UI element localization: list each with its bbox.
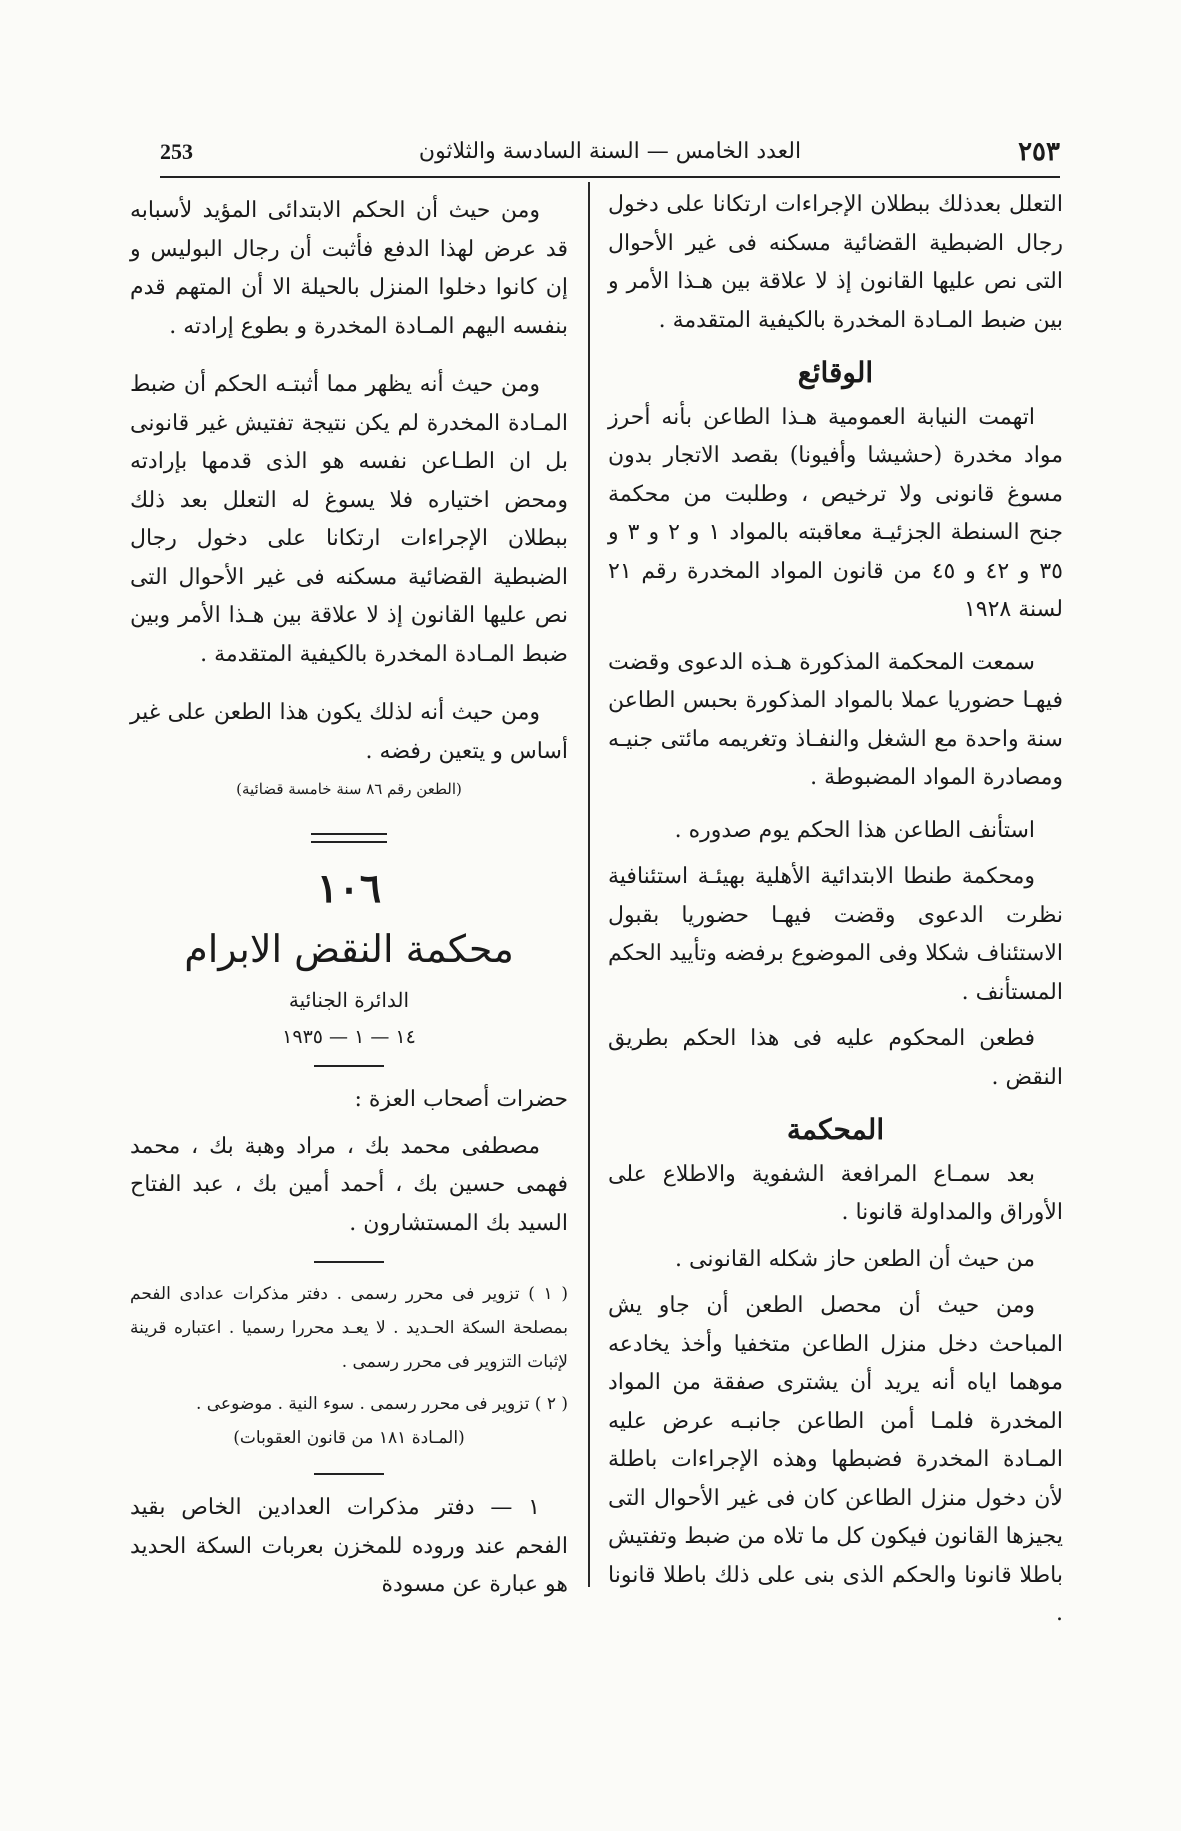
running-header: [160, 135, 1060, 175]
right-column: [608, 186, 1063, 1634]
facts-paragraph-4: ومحكمة طنطا الابتدائية الأهلية بهيئـة استئنافية نظرت الدعوى وقضت فيهـا حضوريا بقبول الاستئناف شكلا وفى الموضوع برفضه وتأييد الحكم المستأنف .: [608, 864, 1063, 1005]
header-rule: [160, 176, 1060, 178]
judges-list: مصطفى محمد بك ، مراد وهبة بك ، محمد فهمى حسين بك ، أحمد أمين بك ، عبد الفتاح السيد بك المستشارون .: [130, 1133, 568, 1236]
facts-paragraph-1: اتهمت النيابة العمومية هـذا الطاعن بأنه أحرز مواد مخدرة (حشيشا وأفيونا) بقصد الاتجار بدون مسوغ قانونى ولا ترخيص ، وطلبت من محكمة جنح السنطة الجزئيـة معاقبته بالمواد ١ و ٢ و ٣ و ٣٥ و ٤٢ و ٤٥ من قانون المواد المخدرة رقم ٢١ لسنة ١٩٢٨: [608, 404, 1063, 622]
page-number-arabic: ٢٥٣: [1018, 137, 1060, 167]
continuation-paragraph: التعلل بعدذلك ببطلان الإجراءات ارتكانا على دخول رجال الضبطية القضائية مسكنه فى غير الأحوال التى نص عليها القانون إذ لا علاقة بين هـذا الأمر و بين ضبط المـادة المخدرة بالكيفية المتقدمة .: [608, 192, 1063, 333]
principle-1: ١ — دفتر مذكرات العدادين الخاص بقيد الفحم عند وروده للمخزن بعربات السكة الحديد هو عبارة عن مسودة: [130, 1495, 568, 1597]
page-number-latin: 253: [160, 139, 193, 164]
headnote-2: ( ٢ ) تزوير فى محرر رسمى . سوء النية . موضوعى .: [195, 1394, 568, 1414]
facts-paragraph-3: استأنف الطاعن هذا الحكم يوم صدوره .: [674, 817, 1035, 843]
principles-rule: [314, 1473, 384, 1475]
left-column: [130, 192, 568, 1605]
case-number: ١٠٦: [316, 865, 382, 912]
left-paragraph-1: ومن حيث أن الحكم الابتدائى المؤيد لأسبابه قد عرض لهذا الدفع فأثبت أن رجال البوليس و إن كانوا دخلوا المنزل بالحيلة الا أن المتهم قدم بنفسه اليهم المـادة المخدرة و بطوع إرادته .: [130, 198, 568, 339]
court-name: محكمة النقض الابرام: [184, 927, 514, 971]
present-label: حضرات أصحاب العزة :: [354, 1087, 568, 1112]
court-paragraph-1: بعد سمـاع المرافعة الشفوية والاطلاع على الأوراق والمداولة قانونا .: [608, 1161, 1063, 1225]
court-paragraph-2: من حيث أن الطعن حاز شكله القانونى .: [675, 1246, 1035, 1272]
appeal-citation: (الطعن رقم ٨٦ سنة خامسة قضائية): [236, 780, 462, 798]
facts-paragraph-2: سمعت المحكمة المذكورة هـذه الدعوى وقضت فيهـا حضوريا عملا بالمواد المذكورة بحبس الطاعن سنة واحدة مع الشغل والنفـاذ وتغريمه مائتى جنيـه ومصادرة المواد المضبوطة .: [608, 649, 1063, 790]
court-paragraph-3: ومن حيث أن محصل الطعن أن جاو يش المباحث دخل منزل الطاعن متخفيا وأخذ يخادعه موهما اياه أنه يريد أن يشترى صفقة من المواد المخدرة فلمـا أمن الطاعن جانبـه عرض عليه المـادة المخدرة فضبطها وهذه الإجراءات باطلة لأن دخول منزل الطاعن كان فى غير الأحوال التى يجيزها القانون فيكون كل ما تلاه من ضبط وتفتيش باطلا قانونا والحكم الذى بنى على ذلك باطلا قانونا .: [608, 1293, 1063, 1626]
judgment-date: ١٤ — ١ — ١٩٣٥: [282, 1026, 416, 1048]
headnote-2-reference: (المـادة ١٨١ من قانون العقوبات): [233, 1428, 465, 1448]
journal-issue-title: العدد الخامس — السنة السادسة والثلاثون: [418, 139, 802, 164]
facts-heading: الوقائع: [797, 356, 874, 389]
headnote-1: ( ١ ) تزوير فى محرر رسمى . دفتر مذكرات عدادى الفحم بمصلحة السكة الحـديد . لا يعـد محررا رسميا . اعتباره قرينة لإثبات التزوير فى محرر رسمى .: [130, 1284, 568, 1372]
date-rule: [314, 1065, 384, 1067]
section-separator: [311, 833, 387, 843]
headnotes: [130, 1277, 568, 1455]
column-divider: [588, 182, 590, 1587]
court-heading: المحكمة: [786, 1113, 885, 1146]
circuit-name: الدائرة الجنائية: [288, 988, 410, 1012]
notes-rule: [314, 1261, 384, 1263]
facts-paragraph-5: فطعن المحكوم عليه فى هذا الحكم بطريق النقض .: [608, 1026, 1063, 1090]
left-paragraph-3: ومن حيث أنه لذلك يكون هذا الطعن على غير أساس و يتعين رفضه .: [130, 700, 568, 764]
left-paragraph-2: ومن حيث أنه يظهر مما أثبتـه الحكم أن ضبط المـادة المخدرة لم يكن نتيجة تفتيش غير قانونى بل ان الطـاعن نفسه هو الذى قدمها بإرادته ومحض اختياره فلا يسوغ له التعلل بعد ذلك ببطلان الإجراءات ارتكانا على دخول رجال الضبطية القضائية مسكنه فى غير الأحوال التى نص عليها القانون إذ لا علاقة بين هـذا الأمر وبين ضبط المـادة المخدرة بالكيفية المتقدمة .: [130, 372, 568, 667]
